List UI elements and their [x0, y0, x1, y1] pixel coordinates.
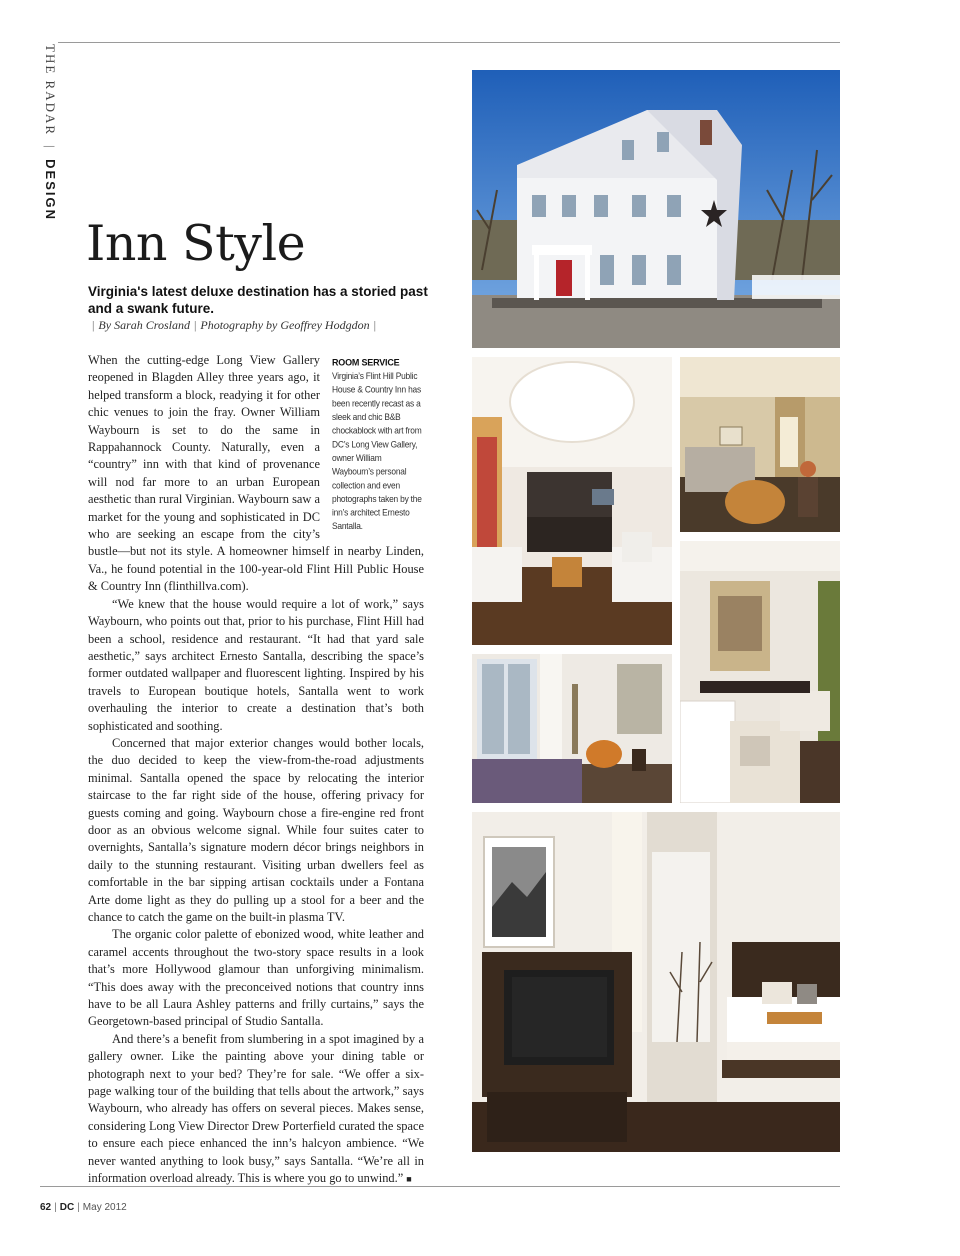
section-subject: DESIGN	[43, 159, 58, 221]
photo-bar-lounge	[472, 357, 672, 645]
byline-separator: |	[373, 318, 376, 332]
photo-suite-chair	[472, 654, 672, 803]
article-paragraph-4: The organic color palette of ebonized wood, white leather and caramel accents throughout the two-story space results in a look that’s more Hollywood glamour than unforgiving minimalism. “This does away with the preconceived notions that country inns have to be all Laura Ashley patterns and frilly curtains,” says the Georgetown-based principal of Studio Santalla.	[88, 927, 424, 1029]
end-mark: ■	[406, 1174, 412, 1185]
article-title: Inn Style	[86, 215, 306, 272]
article-body	[88, 352, 424, 1189]
page-footer	[40, 1202, 127, 1213]
section-separator: |	[43, 145, 58, 150]
article-dek: Virginia's latest deluxe destination has a storied past and a swank future.	[88, 284, 428, 316]
byline-photographer: Photography by Geoffrey Hodgdon	[200, 318, 370, 332]
photo-inn-exterior	[472, 70, 840, 348]
caption-heading: ROOM SERVICE	[332, 357, 400, 368]
byline-author: By Sarah Crosland	[98, 318, 190, 332]
footer-separator: |	[77, 1202, 80, 1213]
photo-caption	[332, 348, 424, 534]
article-paragraph-2: “We knew that the house would require a lot of work,” says Waybourn, who points out that, prior to his purchase, Flint Hill had been a school, residence and restaurant. “It had that yard sale aesthetic,” says architect Ernesto Santalla, describing the space’s former outdated wallpaper and fluorescent lighting. Inspired by his travels to European boutique hotels, Santalla went to work overhauling the interior to create a destination that’s both sophisticated and soothing.	[88, 596, 424, 733]
issue-date: May 2012	[82, 1202, 127, 1213]
article-paragraph-1: ROOM SERVICE Virginia’s Flint Hill Public House & Country Inn has been recently recast as a sleek and chic B&B chockablock with art from DC’s Long View Gallery, owner William Waybourn’s personal collection and even photographs taken by the inn’s architect Ernesto Santalla. When the cutting-edge Long View Gallery reopened in Blagden Alley three years ago, it helped transform a block, readying it for other chic venues to join the fray. Owner William Waybourn is set to do the same in Rappahannock County. Naturally, even a “country” inn with that kind of provenance will nod far more to an urban European aesthetic than rural Virginian. Waybourn saw a market for the young and sophisticated in DC who are seeking an escape from the city’s bustle—but not its style. A homeowner himself in nearby Linden, Va., he found potential in the 100-year-old Flint Hill Public House & Country Inn (flinthillva.com).	[88, 352, 424, 596]
byline-separator: |	[193, 318, 197, 332]
footer-separator: |	[54, 1202, 57, 1213]
article-paragraph-3: Concerned that major exterior changes would bother locals, the duo decided to keep the view-from-the-road adjustments minimal. Santalla opened the space by relocating the interior staircase to the far right side of the house, offering privacy for guests coming and going. Waybourn chose a fire-engine red front door as an obvious welcome signal. While four suites cater to overnights, Santalla’s signature modern décor brings neighbors in daily to the stunning restaurant. Visiting urban dwellers feel as comfortable in the bar sipping artisan cocktails under a Fontana Arte dome light as they do pulling up a stool for a beer and the chance to catch the game on the built-in plasma TV.	[88, 735, 424, 924]
byline	[88, 318, 380, 333]
bottom-rule	[40, 1186, 840, 1187]
caption-text: Virginia’s Flint Hill Public House & Country Inn has been recently recast as a sleek and chic B&B chockablock with art from DC’s Long View Gallery, owner William Waybourn’s personal collection and even photographs taken by the inn’s architect Ernesto Santalla.	[332, 370, 422, 532]
section-name: THE RADAR	[43, 44, 58, 137]
top-rule	[58, 42, 840, 43]
page-number: 62	[40, 1202, 52, 1213]
photo-sitting-hallway	[680, 357, 840, 532]
byline-separator: |	[92, 318, 95, 332]
section-tag	[38, 44, 62, 220]
photo-dining-room	[680, 541, 840, 803]
article-paragraph-5: And there’s a benefit from slumbering in a spot imagined by a gallery owner. Like the painting above your dining table or photograph next to your bed? They’re for sale. “We offer a six-page walking tour of the building that tells about the artwork,” says Waybourn, who already has offers on several pieces. Makes sense, considering Long View Director Drew Porterfield curated the space to ensure each piece enhanced the inn’s halcyon ambience. “We never wanted anything to look busy,” says Santalla. “We’re all in information overload already. This is where you go to unwind.” ■	[88, 1031, 424, 1186]
photo-guest-bedroom	[472, 812, 840, 1152]
magazine-name: DC	[59, 1202, 75, 1213]
